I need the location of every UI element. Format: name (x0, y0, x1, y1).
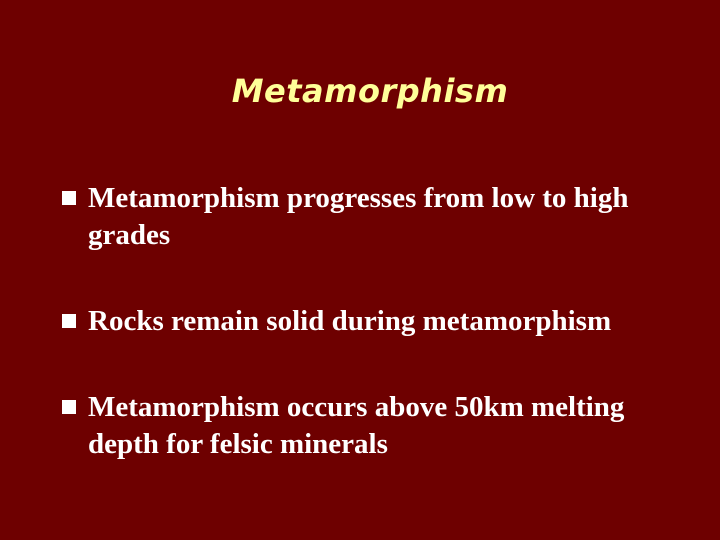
bullet-item (62, 389, 702, 463)
square-bullet-icon (62, 400, 76, 414)
bullet-text: Rocks remain solid during metamorphism (88, 305, 612, 338)
bullet-text: Metamorphism progresses from low to high grades (88, 182, 629, 252)
bullet-text: Metamorphism occurs above 50km melting depth for felsic minerals (88, 391, 625, 461)
square-bullet-icon (62, 191, 76, 205)
square-bullet-icon (62, 314, 76, 328)
slide-title: Metamorphism (231, 72, 509, 110)
bullet-list (62, 180, 702, 464)
bullet-item (62, 180, 702, 254)
bullet-item (62, 303, 702, 340)
